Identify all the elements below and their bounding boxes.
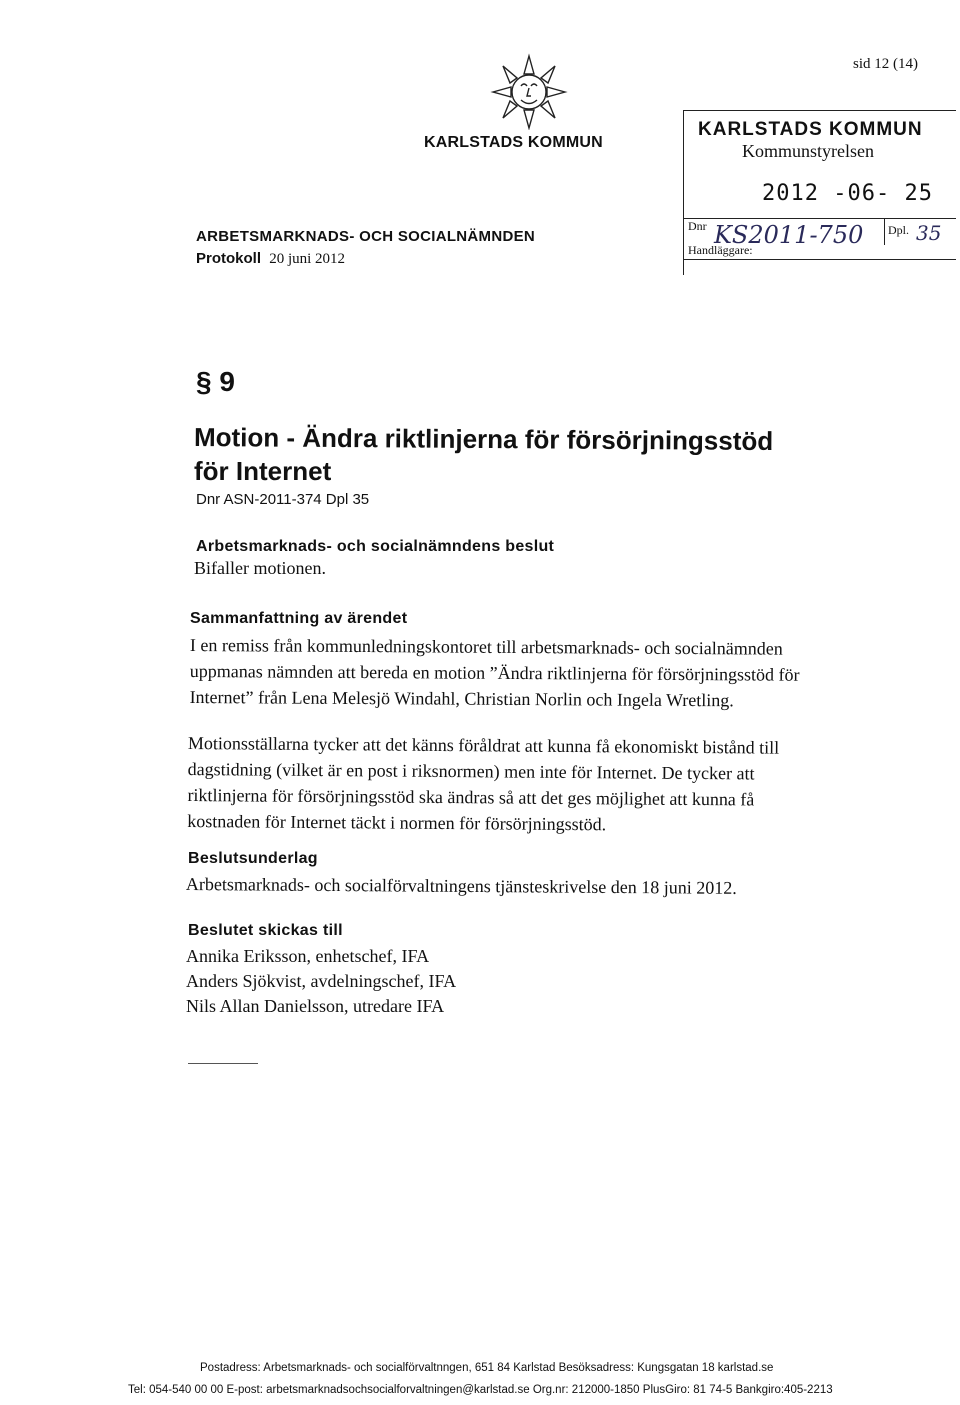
stamp-divider xyxy=(684,218,956,219)
recipient: Anders Sjökvist, avdelningschef, IFA xyxy=(186,971,457,991)
stamp-org: KARLSTADS KOMMUN xyxy=(698,119,923,140)
paragraph-number: § 9 xyxy=(196,366,235,397)
summary-heading: Sammanfattning av ärendet xyxy=(190,610,408,627)
stamp-dpl-label: Dpl. xyxy=(888,223,909,237)
summary-paragraph: I en remiss från kommunledningskontoret till arbetsmarknads- och socialnämnden uppmanas nämnden att bereda en motion ”Ändra riktlinjerna för försörjningsstöd för Internet” från Lena Melesjö Windahl, Christian Norlin och Ingela Wretling. xyxy=(189,634,800,711)
recipients-list xyxy=(186,944,456,1019)
motion-paragraph: Motionsställarna tycker att det känns föråldrat att kunna få ekonomiskt bistånd till dagstidning (vilket är en post i riksnormen) men inte för Internet. De tycker att riktlinjerna för försörjningsstöd ska ändras så att det ges möjlighet att kunna få kostnaden för Internet täckt i normen för försörjningsstöd. xyxy=(187,732,780,835)
protocol-line xyxy=(196,250,345,268)
divider xyxy=(188,1063,258,1064)
stamp-unit: Kommunstyrelsen xyxy=(742,141,874,161)
recipient: Nils Allan Danielsson, utredare IFA xyxy=(186,996,445,1016)
decision-text: Bifaller motionen. xyxy=(194,558,326,578)
basis-heading: Beslutsunderlag xyxy=(188,850,318,867)
board-name: ARBETSMARKNADS- OCH SOCIALNÄMNDEN xyxy=(196,228,536,245)
received-stamp xyxy=(683,110,956,275)
footer-contact: Tel: 054-540 00 00 E-post: arbetsmarknadsochsocialforvaltningen@karlstad.se Org.nr: 212000-1850 PlusGiro: 81 74-5 Bankgiro:405-2213 xyxy=(128,1384,833,1396)
dnr-line: Dnr ASN-2011-374 Dpl 35 xyxy=(196,491,370,508)
decision-heading: Arbetsmarknads- och socialnämndens beslut xyxy=(196,538,555,555)
section-title-cont: för Internet xyxy=(194,456,332,486)
stamp-dnr-label: Dnr xyxy=(688,219,707,233)
stamp-dnr-value: KS2011-750 xyxy=(714,221,864,249)
stamp-dpl-value: 35 xyxy=(916,221,942,245)
footer-address: Postadress: Arbetsmarknads- och socialförvaltnngen, 651 84 Karlstad Besöksadress: Kungsgatan 18 karlstad.se xyxy=(200,1362,774,1374)
basis-text: Arbetsmarknads- och socialförvaltningens tjänsteskrivelse den 18 juni 2012. xyxy=(185,874,737,898)
stamp-divider xyxy=(684,259,956,260)
recipient: Annika Eriksson, enhetschef, IFA xyxy=(186,946,430,966)
stamp-handlaggare-label: Handläggare: xyxy=(688,243,753,257)
section-title: Motion - Ändra riktlinjerna för försörjningsstöd xyxy=(193,422,774,457)
protocol-label: Protokoll xyxy=(196,250,262,267)
stamp-divider xyxy=(884,219,885,245)
org-name: KARLSTADS KOMMUN xyxy=(424,134,603,151)
protocol-date: 20 juni 2012 xyxy=(269,251,346,267)
page-number: sid 12 (14) xyxy=(853,56,918,72)
recipients-heading: Beslutet skickas till xyxy=(188,922,343,939)
sun-face-logo-icon xyxy=(490,52,568,130)
stamp-date: 2012 -06- 25 xyxy=(762,181,933,206)
